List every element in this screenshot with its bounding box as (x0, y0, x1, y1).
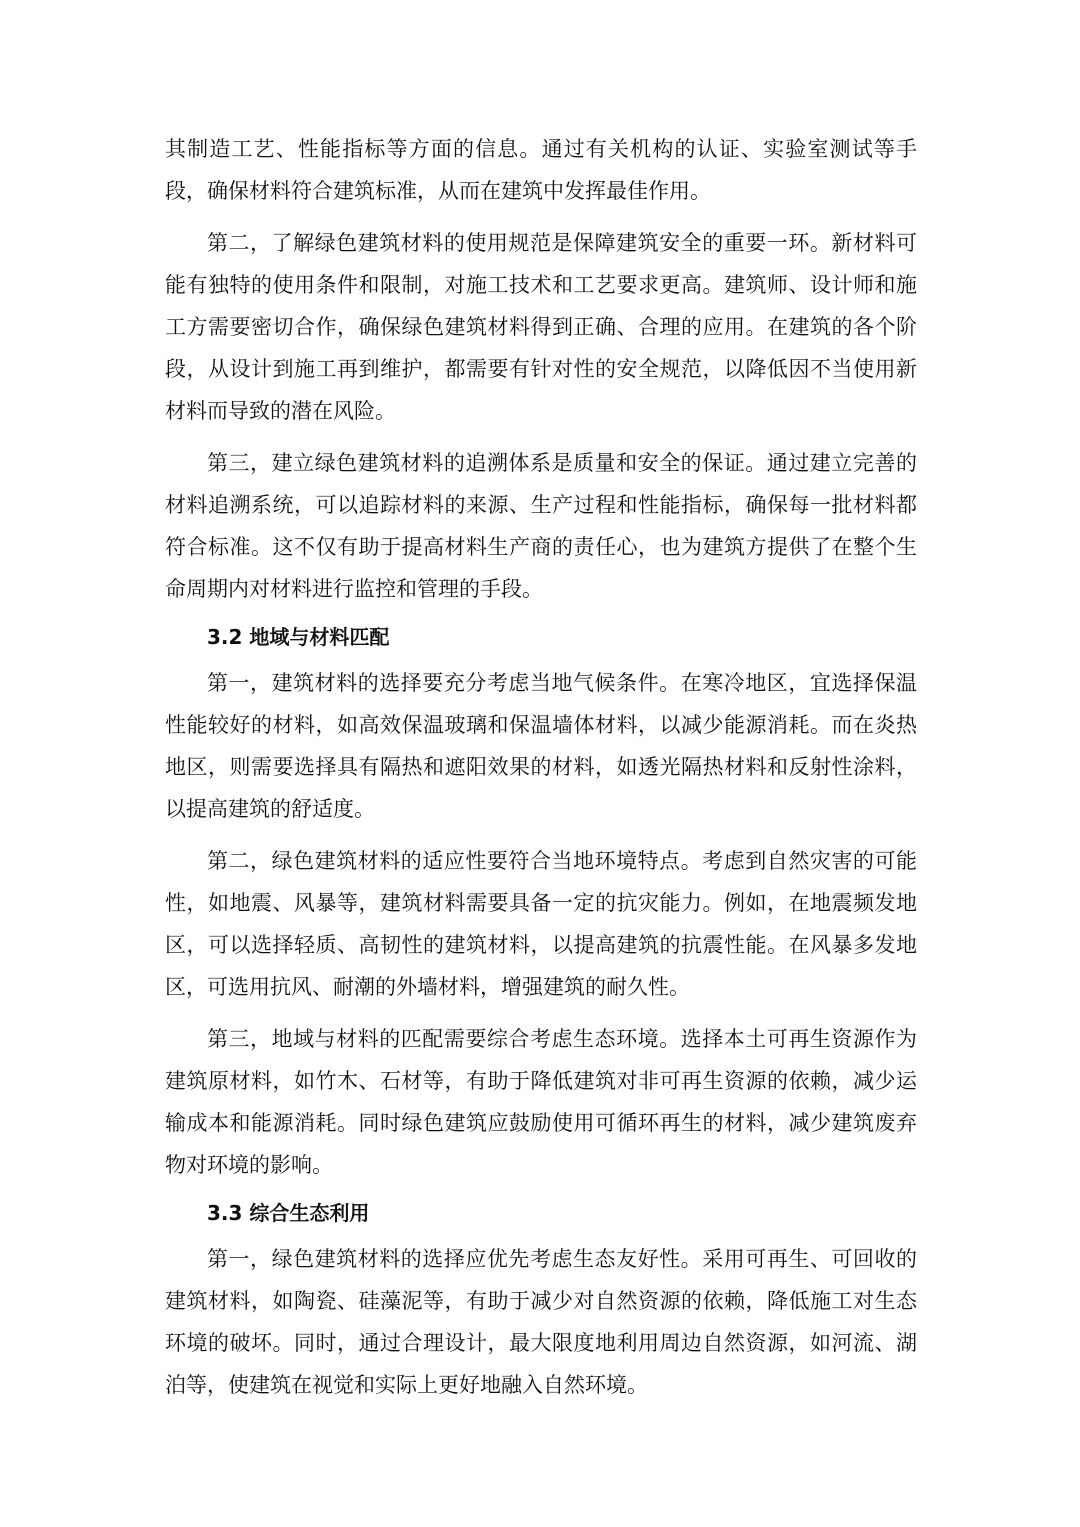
paragraph-second-usage-norms: 第二，了解绿色建筑材料的使用规范是保障建筑安全的重要一环。新材料可能有独特的使用条件和限制，对施工技术和工艺要求更高。建筑师、设计师和施工方需要密切合作，确保绿色建筑材料得到正确、合理的应用。在建筑的各个阶段，从设计到施工再到维护，都需要有针对性的安全规范，以降低因不当使用新材料而导致的潜在风险。 (165, 231, 917, 423)
section-heading-3-2: 3.2 地域与材料匹配 (207, 625, 390, 649)
paragraph-third-traceability: 第三，建立绿色建筑材料的追溯体系是质量和安全的保证。通过建立完善的材料追溯系统，可以追踪材料的来源、生产过程和性能指标，确保每一批材料都符合标准。这不仅有助于提高材料生产商的责任心，也为建筑方提供了在整个生命周期内对材料进行监控和管理的手段。 (165, 451, 917, 601)
paragraph-3-2-second: 第二，绿色建筑材料的适应性要符合当地环境特点。考虑到自然灾害的可能性，如地震、风暴等，建筑材料需要具备一定的抗灾能力。例如，在地震频发地区，可以选择轻质、高韧性的建筑材料，以提高建筑的抗震性能。在风暴多发地区，可选用抗风、耐潮的外墙材料，增强建筑的耐久性。 (165, 849, 917, 999)
paragraph-3-2-third: 第三，地域与材料的匹配需要综合考虑生态环境。选择本土可再生资源作为建筑原材料，如竹木、石材等，有助于降低建筑对非可再生资源的依赖，减少运输成本和能源消耗。同时绿色建筑应鼓励使用可循环再生的材料，减少建筑废弃物对环境的影响。 (165, 1027, 917, 1177)
paragraph-3-2-first: 第一，建筑材料的选择要充分考虑当地气候条件。在寒冷地区，宜选择保温性能较好的材料，如高效保温玻璃和保温墙体材料，以减少能源消耗。而在炎热地区，则需要选择具有隔热和遮阳效果的材料，如透光隔热材料和反射性涂料，以提高建筑的舒适度。 (165, 671, 917, 821)
document-body (165, 128, 917, 1406)
paragraph-continued: 其制造工艺、性能指标等方面的信息。通过有关机构的认证、实验室测试等手段，确保材料符合建筑标准，从而在建筑中发挥最佳作用。 (165, 137, 917, 203)
section-heading-3-3: 3.3 综合生态利用 (207, 1201, 370, 1225)
paragraph-3-3-first: 第一，绿色建筑材料的选择应优先考虑生态友好性。采用可再生、可回收的建筑材料，如陶瓷、硅藻泥等，有助于减少对自然资源的依赖，降低施工对生态环境的破坏。同时，通过合理设计，最大限度地利用周边自然资源，如河流、湖泊等，使建筑在视觉和实际上更好地融入自然环境。 (165, 1247, 917, 1397)
